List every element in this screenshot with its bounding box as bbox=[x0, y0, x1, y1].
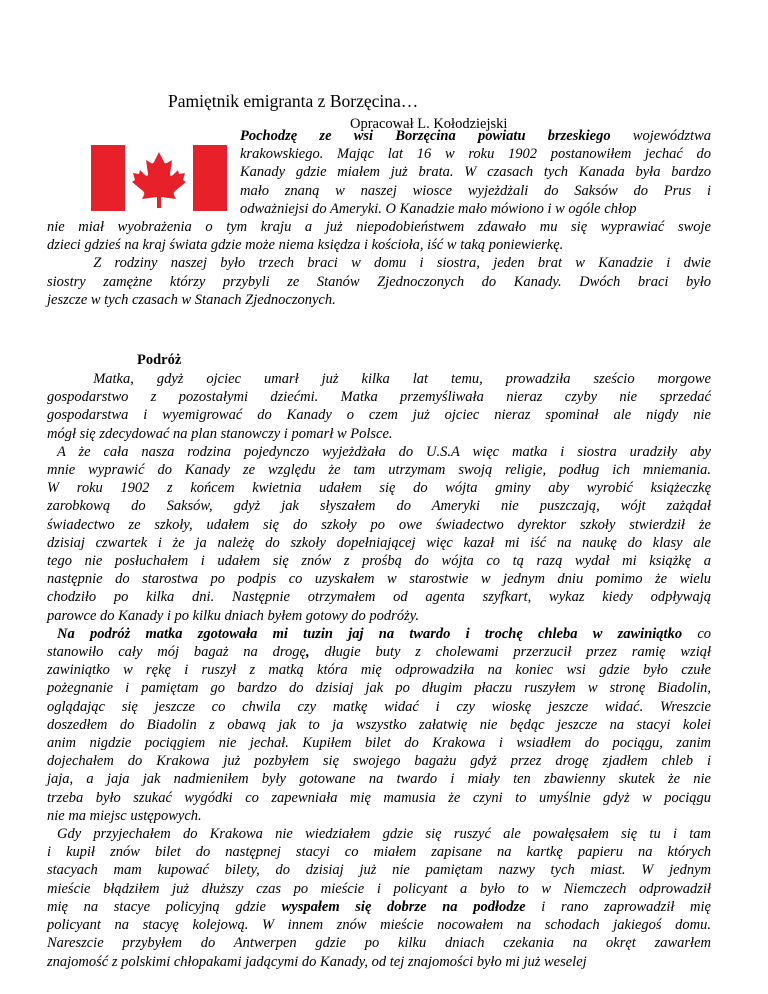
text-run: mało znaną w naszej wiosce wyjeżdżali do Saksów do Prus i bbox=[240, 182, 711, 199]
text-run: mieście błądziłem już dłuższy czas po mieście i policyant a było to w Niemczech odprowadził bbox=[47, 880, 711, 897]
text-run: mógł się zdecydować na plan stanowczy i pomarł w Polsce. bbox=[47, 425, 393, 442]
text-run: tego nie posłuchałem i udałem się znów z prośbą do wójta co tą razą wydał mi książkę a bbox=[47, 553, 711, 570]
text-run: i rano zaprowadził mię bbox=[525, 898, 711, 915]
text-run: krakowskiego. Mając lat 16 w roku 1902 postanowiłem jechać do bbox=[240, 146, 711, 163]
text-line bbox=[47, 734, 711, 752]
intro-paragraph-full bbox=[47, 218, 711, 309]
text-line bbox=[47, 218, 711, 236]
text-run: parowce do Kanady i po kilku dniach byłem gotowy do podróży. bbox=[47, 607, 419, 624]
text-run: A że cała nasza rodzina pojedynczo wyjeżdżała do U.S.A więc matka i siostra uradziły aby bbox=[57, 443, 711, 460]
text-run: jaja, a jaja jak nadmieniłem były gotowane na twardo i miały ten zbawienny skutek że nie bbox=[47, 771, 711, 788]
text-run: Gdy przyjechałem do Krakowa nie wiedziałem gdzie się ruszyć ale powałęsałem się tu i tam bbox=[57, 826, 711, 843]
text-line bbox=[47, 880, 711, 898]
text-run: województwa bbox=[610, 128, 711, 144]
text-run: mię na stacye policyjną gdzie bbox=[47, 898, 282, 915]
text-run: jeszcze w tych czasach w Stanach Zjednoczonych. bbox=[47, 291, 336, 308]
text-line bbox=[47, 843, 711, 861]
text-line bbox=[240, 127, 711, 145]
text-run: co bbox=[682, 625, 711, 642]
text-run: znajomość z polskimi chłopakami jadącymi do Kanady, od tej znajomości było mi już weselej bbox=[47, 953, 587, 970]
text-line bbox=[47, 291, 711, 309]
text-run: nie ma miejsc ustępowych. bbox=[47, 807, 202, 824]
text-run: Z rodziny naszej było trzech braci w domu i siostra, jeden brat w Kanadzie i dwie bbox=[93, 255, 711, 272]
text-line bbox=[47, 625, 711, 643]
text-run: stanowiło cały mój bagaż na drogę bbox=[47, 644, 306, 661]
text-line bbox=[47, 898, 711, 916]
text-line bbox=[47, 461, 711, 479]
text-line bbox=[47, 479, 711, 497]
text-line bbox=[47, 388, 711, 406]
text-run: długie buty z cholewami przerzucił przez ramię wziął bbox=[309, 644, 712, 661]
bold-run: Pochodzę ze wsi Borzęcina powiatu brzeskiego bbox=[240, 128, 611, 144]
text-line bbox=[240, 182, 711, 200]
journey-section-text bbox=[47, 370, 711, 971]
text-run: siostry zamężne którzy przybyli ze Stanów Zjednoczonych do Kanady. Dwóch braci było bbox=[47, 273, 711, 290]
text-run: dzisiaj czwartek i że ja należę do szkoły dopełniającej więc kazał mi iść na naukę do klasy ale bbox=[47, 534, 711, 551]
text-line bbox=[47, 443, 711, 461]
text-run: pożegnanie i pamiętam go bardzo do dzisiaj jak po długim płaczu ruszyłem w stronę Biadolin, bbox=[47, 680, 711, 697]
bold-run: , bbox=[305, 644, 310, 661]
text-run: i kupił znów bilet do następnej stacyi co miałem zapisane na kartkę papieru na których bbox=[47, 844, 711, 861]
text-line bbox=[47, 588, 711, 606]
text-run: zawiniątko w rękę i ruszył z matką która mię odprowadziła na koniec wsi gdzie było czułe bbox=[47, 662, 711, 679]
intro-paragraph-right bbox=[240, 127, 711, 218]
text-line bbox=[240, 145, 711, 163]
canada-flag-icon bbox=[91, 145, 227, 211]
bold-run: wyspałem się dobrze na podłodze bbox=[281, 898, 526, 915]
text-line bbox=[47, 752, 711, 770]
text-line bbox=[47, 607, 711, 625]
text-line bbox=[47, 789, 711, 807]
text-run: Nareszcie przybyłem do Antwerpen gdzie po kilku dniach czekania na okręt zawarłem bbox=[47, 935, 711, 952]
text-run: Kanady gdzie miałem już brata. W czasach tych Kanada była bardzo bbox=[240, 164, 711, 181]
text-line bbox=[240, 163, 711, 181]
text-line bbox=[240, 200, 711, 218]
text-line bbox=[47, 861, 711, 879]
text-run: dojechałem do Krakowa już pozbyłem się swojego bagażu gdyż przez drogę zjadłem chleb i bbox=[47, 753, 711, 770]
text-line bbox=[47, 661, 711, 679]
text-line bbox=[47, 406, 711, 424]
text-run: gospodarstwa i wyemigrować do Kanady o czem już ojciec nieraz spominał ale nigdy nie bbox=[47, 407, 711, 424]
text-line bbox=[47, 497, 711, 515]
text-line bbox=[47, 679, 711, 697]
text-line bbox=[47, 516, 711, 534]
text-run: doszedłem do Biadolin z obawą jak to ja wszystko załatwię nie będąc jeszcze na stacyi kolei bbox=[47, 716, 711, 733]
text-line bbox=[47, 425, 711, 443]
text-line bbox=[47, 953, 711, 971]
text-line bbox=[47, 570, 711, 588]
text-run: policyant na stacyę kolejową. W innem znów mieście nocowałem na schodach jakiegoś domu. bbox=[47, 917, 711, 934]
section-heading-podroz: Podróż bbox=[137, 352, 182, 368]
text-run: Matka, gdyż ojciec umarł już kilka lat temu, prowadziła sześcio morgowe bbox=[93, 371, 711, 387]
text-line bbox=[47, 825, 711, 843]
text-line bbox=[47, 254, 711, 272]
text-run: dzieci gdzieś na kraj świata gdzie może niema księdza i kościoła, iść w taką poniewierkę. bbox=[47, 237, 564, 254]
text-line bbox=[47, 807, 711, 825]
text-line bbox=[47, 534, 711, 552]
text-run: zarobkową do Saksów, gdyż jak słyszałem do Ameryki nie puszczają, wójt zażądał bbox=[47, 498, 711, 515]
text-line bbox=[47, 770, 711, 788]
text-line bbox=[47, 716, 711, 734]
text-run: mnie wyprawić do Kanady ze względu że tam utrzymam swoją religie, podług ich mniemania. bbox=[47, 462, 711, 479]
text-run: anim nigdzie pociągiem nie jechał. Kupiłem bilet do Krakowa i wsiadłem do pociągu, zanim bbox=[47, 735, 711, 752]
text-line bbox=[47, 370, 711, 388]
text-line bbox=[47, 934, 711, 952]
author-line: Opracował L. Kołodziejski bbox=[350, 116, 508, 132]
text-line bbox=[47, 698, 711, 716]
text-line bbox=[47, 643, 711, 661]
text-line bbox=[47, 552, 711, 570]
text-line bbox=[47, 273, 711, 291]
text-run: nie miał wyobrażenia o tym kraju a już niepodobieństwem zdawało mu się wyprawiać swoje bbox=[47, 219, 711, 235]
text-run: odważniejsi do Ameryki. O Kanadzie mało mówiono i w ogóle chłop bbox=[240, 200, 637, 217]
document-title: Pamiętnik emigranta z Borzęcina… bbox=[168, 91, 419, 111]
text-run: chodziło po kilka dni. Następnie otrzymałem od agenta szyfkart, wykaz kiedy odpływają bbox=[47, 589, 711, 606]
text-line bbox=[47, 236, 711, 254]
text-run: trzeba było szukać wygódki co zapewniała mię mamusia że czyni to umyślnie gdyż w pociągu bbox=[47, 789, 711, 806]
bold-run: Na podróż matka zgotowała mi tuzin jaj na twardo i trochę chleba w zawiniątko bbox=[57, 625, 683, 642]
text-run: następnie do starostwa po podpis co uzyskałem w starostwie w jednym dniu pomimo że wielu bbox=[47, 571, 711, 588]
text-line bbox=[47, 916, 711, 934]
text-run: gospodarstwo z pozostałymi dziećmi. Matka przemyśliwała nieraz czyby nie sprzedać bbox=[47, 389, 711, 406]
text-run: oglądając się jeszcze co chwila czy matkę widać i czy wioskę jeszcze widać. Wreszcie bbox=[47, 698, 711, 715]
text-run: W roku 1902 z końcem kwietnia udałem się do wójta gminy aby wyrobić książeczkę bbox=[47, 480, 711, 497]
text-run: stacyach mam kupować bilety, do dzisiaj już nie pamiętam nazwy tych miast. W jednym bbox=[47, 862, 711, 879]
text-run: świadectwo ze szkoły, udałem się do szkoły po owe świadectwo dyrektor szkoły stwierdził że bbox=[47, 516, 711, 533]
